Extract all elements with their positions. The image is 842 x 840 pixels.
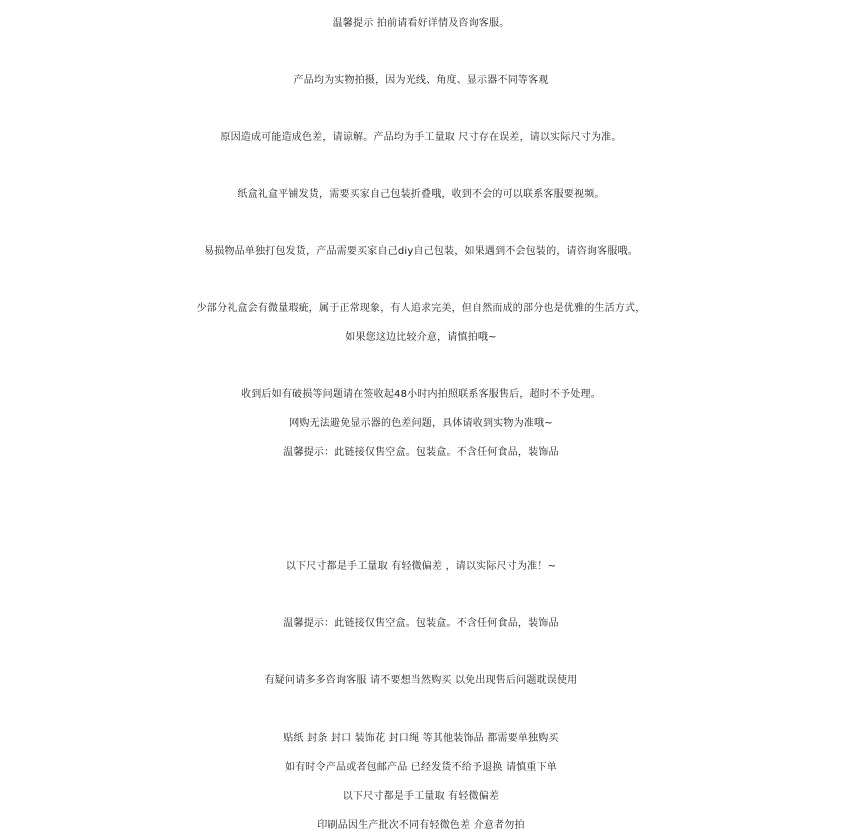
notice-line-13: 有疑问请多多咨询客服 请不要想当然购买 以免出现售后问题耽误使用	[264, 675, 578, 686]
notice-line-16: 以下尺寸都是手工量取 有轻微偏差	[342, 791, 500, 802]
notice-line-9: 网购无法避免显示器的色差问题，具体请收到实物为准哦~	[289, 418, 553, 429]
notice-line-1: 温馨提示 拍前请看好详情及咨询客服。	[332, 18, 510, 29]
notice-line-8: 收到后如有破损等问题请在签收起48小时内拍照联系客服售后，超时不予处理。	[241, 389, 601, 400]
notice-line-17: 印刷品因生产批次不同有轻微色差 介意者勿拍	[317, 820, 525, 831]
notice-line-3: 原因造成可能造成色差，请谅解。产品均为手工量取 尺寸存在误差，请以实际尺寸为准。	[220, 132, 622, 143]
notice-line-2: 产品均为实物拍摄，因为光线、角度、显示器不同等客观	[293, 75, 549, 86]
notice-line-6: 少部分礼盒会有微量瑕疵，属于正常现象，有人追求完美，但自然而成的部分也是优雅的生活方式，	[196, 303, 646, 314]
notice-line-12: 温馨提示：此链接仅售空盒。包装盒。不含任何食品，装饰品	[283, 618, 559, 629]
notice-line-11: 以下尺寸都是手工量取 有轻微偏差 ，请以实际尺寸为准！~	[285, 561, 557, 572]
notice-line-4: 纸盒礼盒平铺发货，需要买家自己包装折叠哦，收到不会的可以联系客服要视频。	[237, 189, 605, 200]
notice-line-14: 贴纸 封条 封口 装饰花 封口绳 等其他装饰品 都需要单独购买	[283, 733, 559, 744]
notice-line-5: 易损物品单独打包发货，产品需要买家自己diy自己包装，如果遇到不会包装的，请咨询客服哦。	[204, 246, 638, 257]
notice-line-7: 如果您这边比较介意，请慎拍哦~	[345, 332, 497, 343]
notice-line-15: 如有时令产品或者包邮产品 已经发货不给予退换 请慎重下单	[285, 762, 557, 773]
notice-line-10: 温馨提示：此链接仅售空盒。包装盒。不含任何食品，装饰品	[283, 447, 559, 458]
